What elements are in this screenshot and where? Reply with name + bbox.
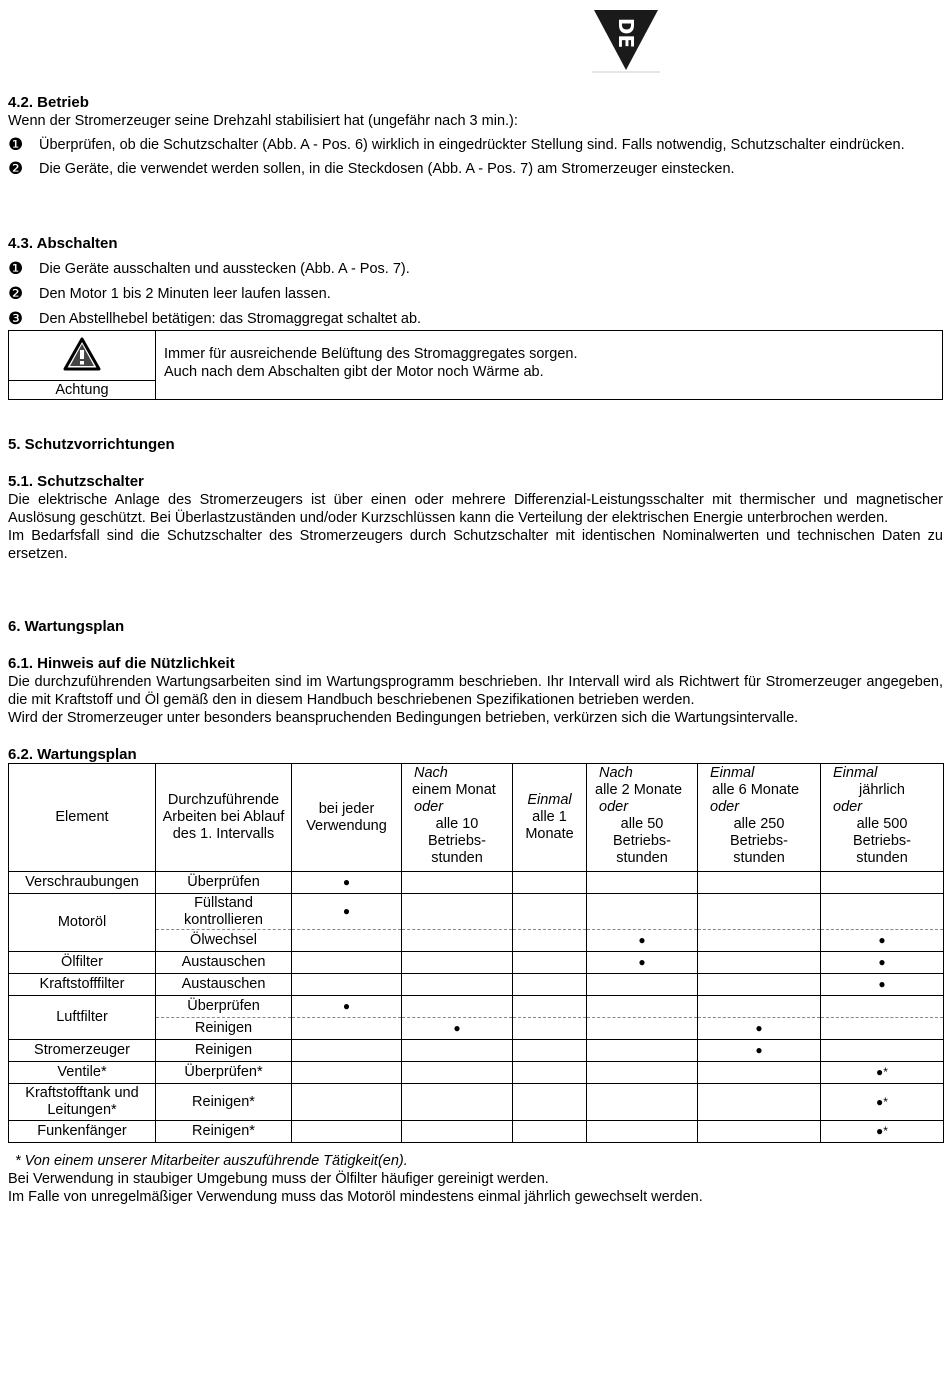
section-5-1-paragraph-2: Im Bedarfsfall sind die Schutzschalter des Stromerzeugers durch Schutzschalter mit identischen Nominalwerten und technischen Daten zu ersetzen. (8, 528, 943, 562)
row-task: Reinigen (156, 1018, 292, 1040)
row-element: Verschraubungen (9, 872, 156, 894)
row-task: Füllstand kontrollieren (156, 894, 292, 930)
table-header-row (9, 764, 944, 872)
row-element: Luftfilter (9, 996, 156, 1040)
step-text: Die Geräte, die verwendet werden sollen, in die Steckdosen (Abb. A - Pos. 7) am Stromerzeuger einstecken. (39, 161, 735, 177)
table-row (9, 996, 944, 1018)
row-task: Überprüfen (156, 872, 292, 894)
warning-line-2: Auch nach dem Abschalten gibt der Motor noch Wärme ab. (164, 364, 544, 380)
section-6-title: 6. Wartungsplan (8, 618, 125, 635)
row-mark: ● (292, 872, 402, 894)
step-item (8, 285, 943, 303)
note-dusty: Bei Verwendung in staubiger Umgebung muss der Ölfilter häufiger gereinigt werden. (8, 1171, 549, 1187)
step-item (8, 160, 943, 178)
row-element: Ölfilter (9, 952, 156, 974)
header-interval-2: Einmal alle 1 Monate (513, 764, 587, 872)
row-element: Kraftstofffilter (9, 974, 156, 996)
row-mark: ● (587, 952, 698, 974)
warning-line-1: Immer für ausreichende Belüftung des Stromaggregates sorgen. (164, 346, 578, 362)
row-mark: ● (821, 952, 944, 974)
row-task: Überprüfen (156, 996, 292, 1018)
table-row (9, 1062, 944, 1084)
header-interval-1: Nach einem Monat oder alle 10 Betriebs- stunden (402, 764, 513, 872)
step-text: Den Abstellhebel betätigen: das Stromaggregat schaltet ab. (39, 311, 422, 327)
warning-label: Achtung (9, 380, 155, 399)
section-6-1-paragraph-2: Wird der Stromerzeuger unter besonders beanspruchenden Bedingungen betrieben, verkürzen sich die Wartungsintervalle. (8, 710, 799, 726)
row-task: Austauschen (156, 974, 292, 996)
row-mark: ● (698, 1018, 821, 1040)
warning-triangle-icon (63, 337, 101, 371)
note-irregular: Im Falle von unregelmäßiger Verwendung muss das Motoröl mindestens einmal jährlich gewechselt werden. (8, 1189, 703, 1205)
step-number: ❷ (8, 284, 24, 303)
header-element: Element (9, 764, 156, 872)
step-item (8, 260, 943, 278)
row-task: Reinigen* (156, 1121, 292, 1143)
table-row (9, 1084, 944, 1121)
section-6-2-title: 6.2. Wartungsplan (8, 746, 137, 763)
header-first-interval: Durchzuführende Arbeiten bei Ablauf des 1. Intervalls (156, 764, 292, 872)
row-mark: ●* (821, 1121, 944, 1143)
section-6-1-paragraph-1: Die durchzuführenden Wartungsarbeiten sind im Wartungsprogramm beschrieben. Ihr Intervall wird als Richtwert für Stromerzeuger angegeben, die mit Kraftstoff und Öl gemäß den in diesem Handbuch beschriebenen Spezifikationen betrieben werden. (8, 674, 943, 708)
maintenance-table (8, 763, 944, 1143)
table-row (9, 1040, 944, 1062)
row-mark: ● (292, 996, 402, 1018)
row-element: Motoröl (9, 894, 156, 952)
section-6-1-title: 6.1. Hinweis auf die Nützlichkeit (8, 655, 235, 672)
row-mark: ● (821, 930, 944, 952)
section-4-2-intro: Wenn der Stromerzeuger seine Drehzahl stabilisiert hat (ungefähr nach 3 min.): (8, 113, 518, 129)
table-row (9, 894, 944, 930)
header-each-use: bei jeder Verwendung (292, 764, 402, 872)
step-number: ❷ (8, 159, 24, 178)
row-mark: ●* (821, 1084, 944, 1121)
row-task: Reinigen (156, 1040, 292, 1062)
row-element: Ventile* (9, 1062, 156, 1084)
table-row (9, 872, 944, 894)
row-element: Kraftstofftank und Leitungen* (9, 1084, 156, 1121)
header-interval-5: Einmal jährlich oder alle 500 Betriebs- stunden (821, 764, 944, 872)
row-element: Funkenfänger (9, 1121, 156, 1143)
step-number: ❸ (8, 309, 24, 328)
step-text: Die Geräte ausschalten und ausstecken (Abb. A - Pos. 7). (39, 261, 410, 277)
row-task: Überprüfen* (156, 1062, 292, 1084)
logo-text: DE (614, 17, 638, 49)
row-task: Ölwechsel (156, 930, 292, 952)
step-item (8, 310, 943, 328)
row-task: Reinigen* (156, 1084, 292, 1121)
row-mark: ● (698, 1040, 821, 1062)
header-interval-3: Nach alle 2 Monate oder alle 50 Betriebs- stunden (587, 764, 698, 872)
row-element: Stromerzeuger (9, 1040, 156, 1062)
language-badge-logo (590, 8, 662, 74)
step-text: Den Motor 1 bis 2 Minuten leer laufen lassen. (39, 286, 331, 302)
step-number: ❶ (8, 259, 24, 278)
footnote-staff: * Von einem unserer Mitarbeiter auszuführende Tätigkeit(en). (15, 1153, 408, 1169)
row-mark: ● (821, 974, 944, 996)
row-task: Austauschen (156, 952, 292, 974)
row-mark: ● (292, 894, 402, 930)
table-row (9, 974, 944, 996)
section-5-1-paragraph-1: Die elektrische Anlage des Stromerzeugers ist über einen oder mehrere Differenzial-Leistungsschalter mit thermischer und magnetischer Auslösung geschützt. Bei Überlastzuständen und/oder Kurzschlüssen kann die Verteilung der elektrischen Energie unterbrochen werden. (8, 492, 943, 526)
row-mark: ●* (821, 1062, 944, 1084)
warning-icon-cell (9, 331, 156, 399)
section-4-2-title: 4.2. Betrieb (8, 94, 89, 111)
section-4-3-title: 4.3. Abschalten (8, 235, 118, 252)
row-mark: ● (402, 1018, 513, 1040)
section-5-1-title: 5.1. Schutzschalter (8, 473, 144, 490)
header-interval-4: Einmal alle 6 Monate oder alle 250 Betriebs- stunden (698, 764, 821, 872)
section-5-title: 5. Schutzvorrichtungen (8, 436, 175, 453)
row-mark: ● (587, 930, 698, 952)
warning-box (8, 330, 943, 400)
step-number: ❶ (8, 135, 24, 154)
step-item (8, 136, 943, 154)
table-row (9, 952, 944, 974)
step-text: Überprüfen, ob die Schutzschalter (Abb. A - Pos. 6) wirklich in eingedrückter Stellung sind. Falls notwendig, Schutzschalter eindrücken. (39, 137, 905, 153)
table-row (9, 1121, 944, 1143)
